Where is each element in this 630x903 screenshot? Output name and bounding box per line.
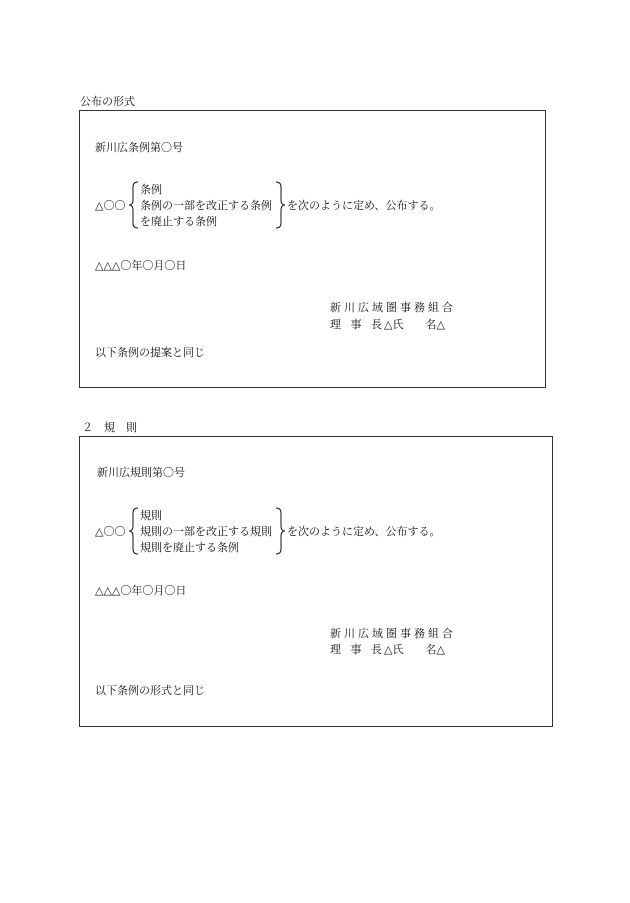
section2-note: 以下条例の形式と同じ (95, 684, 205, 697)
left-brace-icon (128, 181, 140, 229)
section2-option-2: 規則の一部を改正する規則 (140, 525, 272, 538)
left-brace-icon (128, 507, 140, 555)
section2-org: 新川広域圏事務組合 (330, 627, 456, 640)
section1-note: 以下条例の提案と同じ (95, 346, 205, 359)
section2-signer-title: 理 事 長 (330, 643, 385, 656)
section2-date: △△△〇年〇月〇日 (95, 584, 187, 597)
section1-suffix: を次のように定め、公布する。 (287, 199, 441, 212)
section2-prefix: △〇〇 (95, 525, 126, 538)
section2-heading: ２ 規 則 (82, 421, 137, 434)
right-brace-icon (274, 181, 286, 229)
section1-org: 新川広域圏事務組合 (330, 301, 456, 314)
section1-heading: 公布の形式 (80, 95, 135, 108)
section1-number-line: 新川広条例第〇号 (95, 141, 183, 154)
section1-prefix: △〇〇 (95, 199, 126, 212)
section1-signer-name: △氏 名△ (384, 318, 445, 331)
section2-suffix: を次のように定め、公布する。 (287, 525, 441, 538)
section1-option-2: 条例の一部を改正する条例 (140, 199, 272, 212)
section1-date: △△△〇年〇月〇日 (95, 259, 187, 272)
section2-signer-name: △氏 名△ (384, 643, 445, 656)
right-brace-icon (274, 507, 286, 555)
section1-option-1: 条例 (140, 183, 162, 196)
section2-option-1: 規則 (140, 509, 162, 522)
section1-option-3: を廃止する条例 (140, 215, 217, 228)
section1-signer-title: 理 事 長 (330, 318, 385, 331)
section2-number-line: 新川広規則第〇号 (97, 466, 185, 479)
section2-option-3: 規則を廃止する条例 (140, 541, 239, 554)
